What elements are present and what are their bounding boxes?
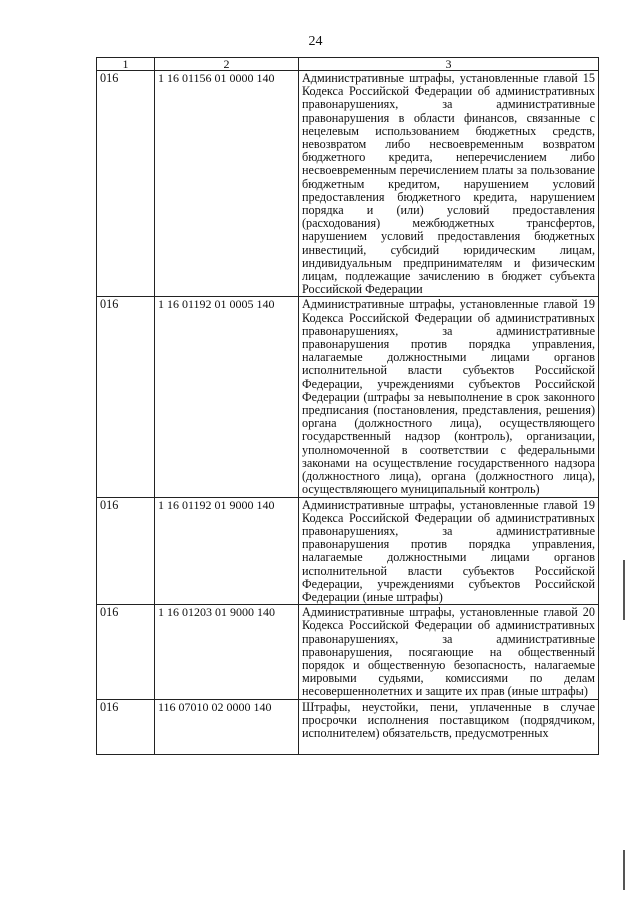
kbk-code-cell: 1 16 01192 01 9000 140 [155,497,299,605]
admin-code-cell: 016 [97,297,155,497]
page-number: 24 [308,34,323,49]
description-cell: Административные штрафы, установленные главой 15 Кодекса Российской Федерации об административных правонарушениях, за административные правонарушения в области финансов, связанные с нецелевым использованием бюджетных средств, невозвратом либо несвоевременным возвратом бюджетного кредита, неперечислением либо несвоевременным перечислением платы за пользование бюджетным кредитом, нарушением условий предоставления бюджетного кредита, нарушением порядка и (или) условий предоставления (расходования) межбюджетных трансфертов, нарушением условий предоставления бюджетных инвестиций, субсидий юридическим лицам, индивидуальным предпринимателям и физическим лицам, подлежащие зачислению в бюджет субъекта Российской Федерации [299,71,599,297]
description-text-continued: Штрафы, неустойки, пени, уплаченные в случае просрочки исполнения поставщиком (подрядчиком, исполнителем) обязательств, предусмотренных [302,700,595,740]
column-header-1: 1 [97,58,155,71]
description-cell: Административные штрафы, установленные главой 19 Кодекса Российской Федерации об административных правонарушениях, за административные правонарушения против порядка управления, налагаемые должностными лицами органов исполнительной власти субъектов Российской Федерации, учреждениями субъектов Российской Федерации (штрафы за невыполнение в срок законного предписания (постановления, представления, решения) органа (должностного лица), осуществляющего государственный надзор (контроль), организации, уполномоченной в соответствии с федеральными законами на осуществление государственного надзора (должностного лица), органа (должностного лица), осуществляющего муниципальный контроль) [299,297,599,497]
header-row [97,58,599,71]
admin-code-cell: 016 [97,699,155,754]
admin-code-cell: 016 [97,71,155,297]
description-cell: Административные штрафы, установленные главой 20 Кодекса Российской Федерации об административных правонарушениях, за административные правонарушения, посягающие на общественный порядок и общественную безопасность, налагаемые мировыми судьями, комиссиями по делам несовершеннолетних и защите их прав (иные штрафы) [299,605,599,699]
budget-revenue-table [96,57,599,755]
scan-edge-mark [623,850,625,890]
admin-code-cell: 016 [97,605,155,699]
table-row [97,699,599,754]
table-row [97,497,599,605]
table-row [97,71,599,297]
description-cell [299,699,599,754]
column-header-2: 2 [155,58,299,71]
kbk-code-cell: 1 16 01156 01 0000 140 [155,71,299,297]
kbk-code-cell: 1 16 01203 01 9000 140 [155,605,299,699]
admin-code-cell: 016 [97,497,155,605]
scan-edge-mark [623,560,625,620]
table-row [97,605,599,699]
kbk-code-cell: 1 16 01192 01 0005 140 [155,297,299,497]
kbk-code-cell: 116 07010 02 0000 140 [155,699,299,754]
description-cell: Административные штрафы, установленные главой 19 Кодекса Российской Федерации об административных правонарушениях, за административные правонарушения против порядка управления, налагаемые должностными лицами органов исполнительной власти субъектов Российской Федерации, учреждениями субъектов Российской Федерации (иные штрафы) [299,497,599,605]
table-row [97,297,599,497]
column-header-3: 3 [299,58,599,71]
